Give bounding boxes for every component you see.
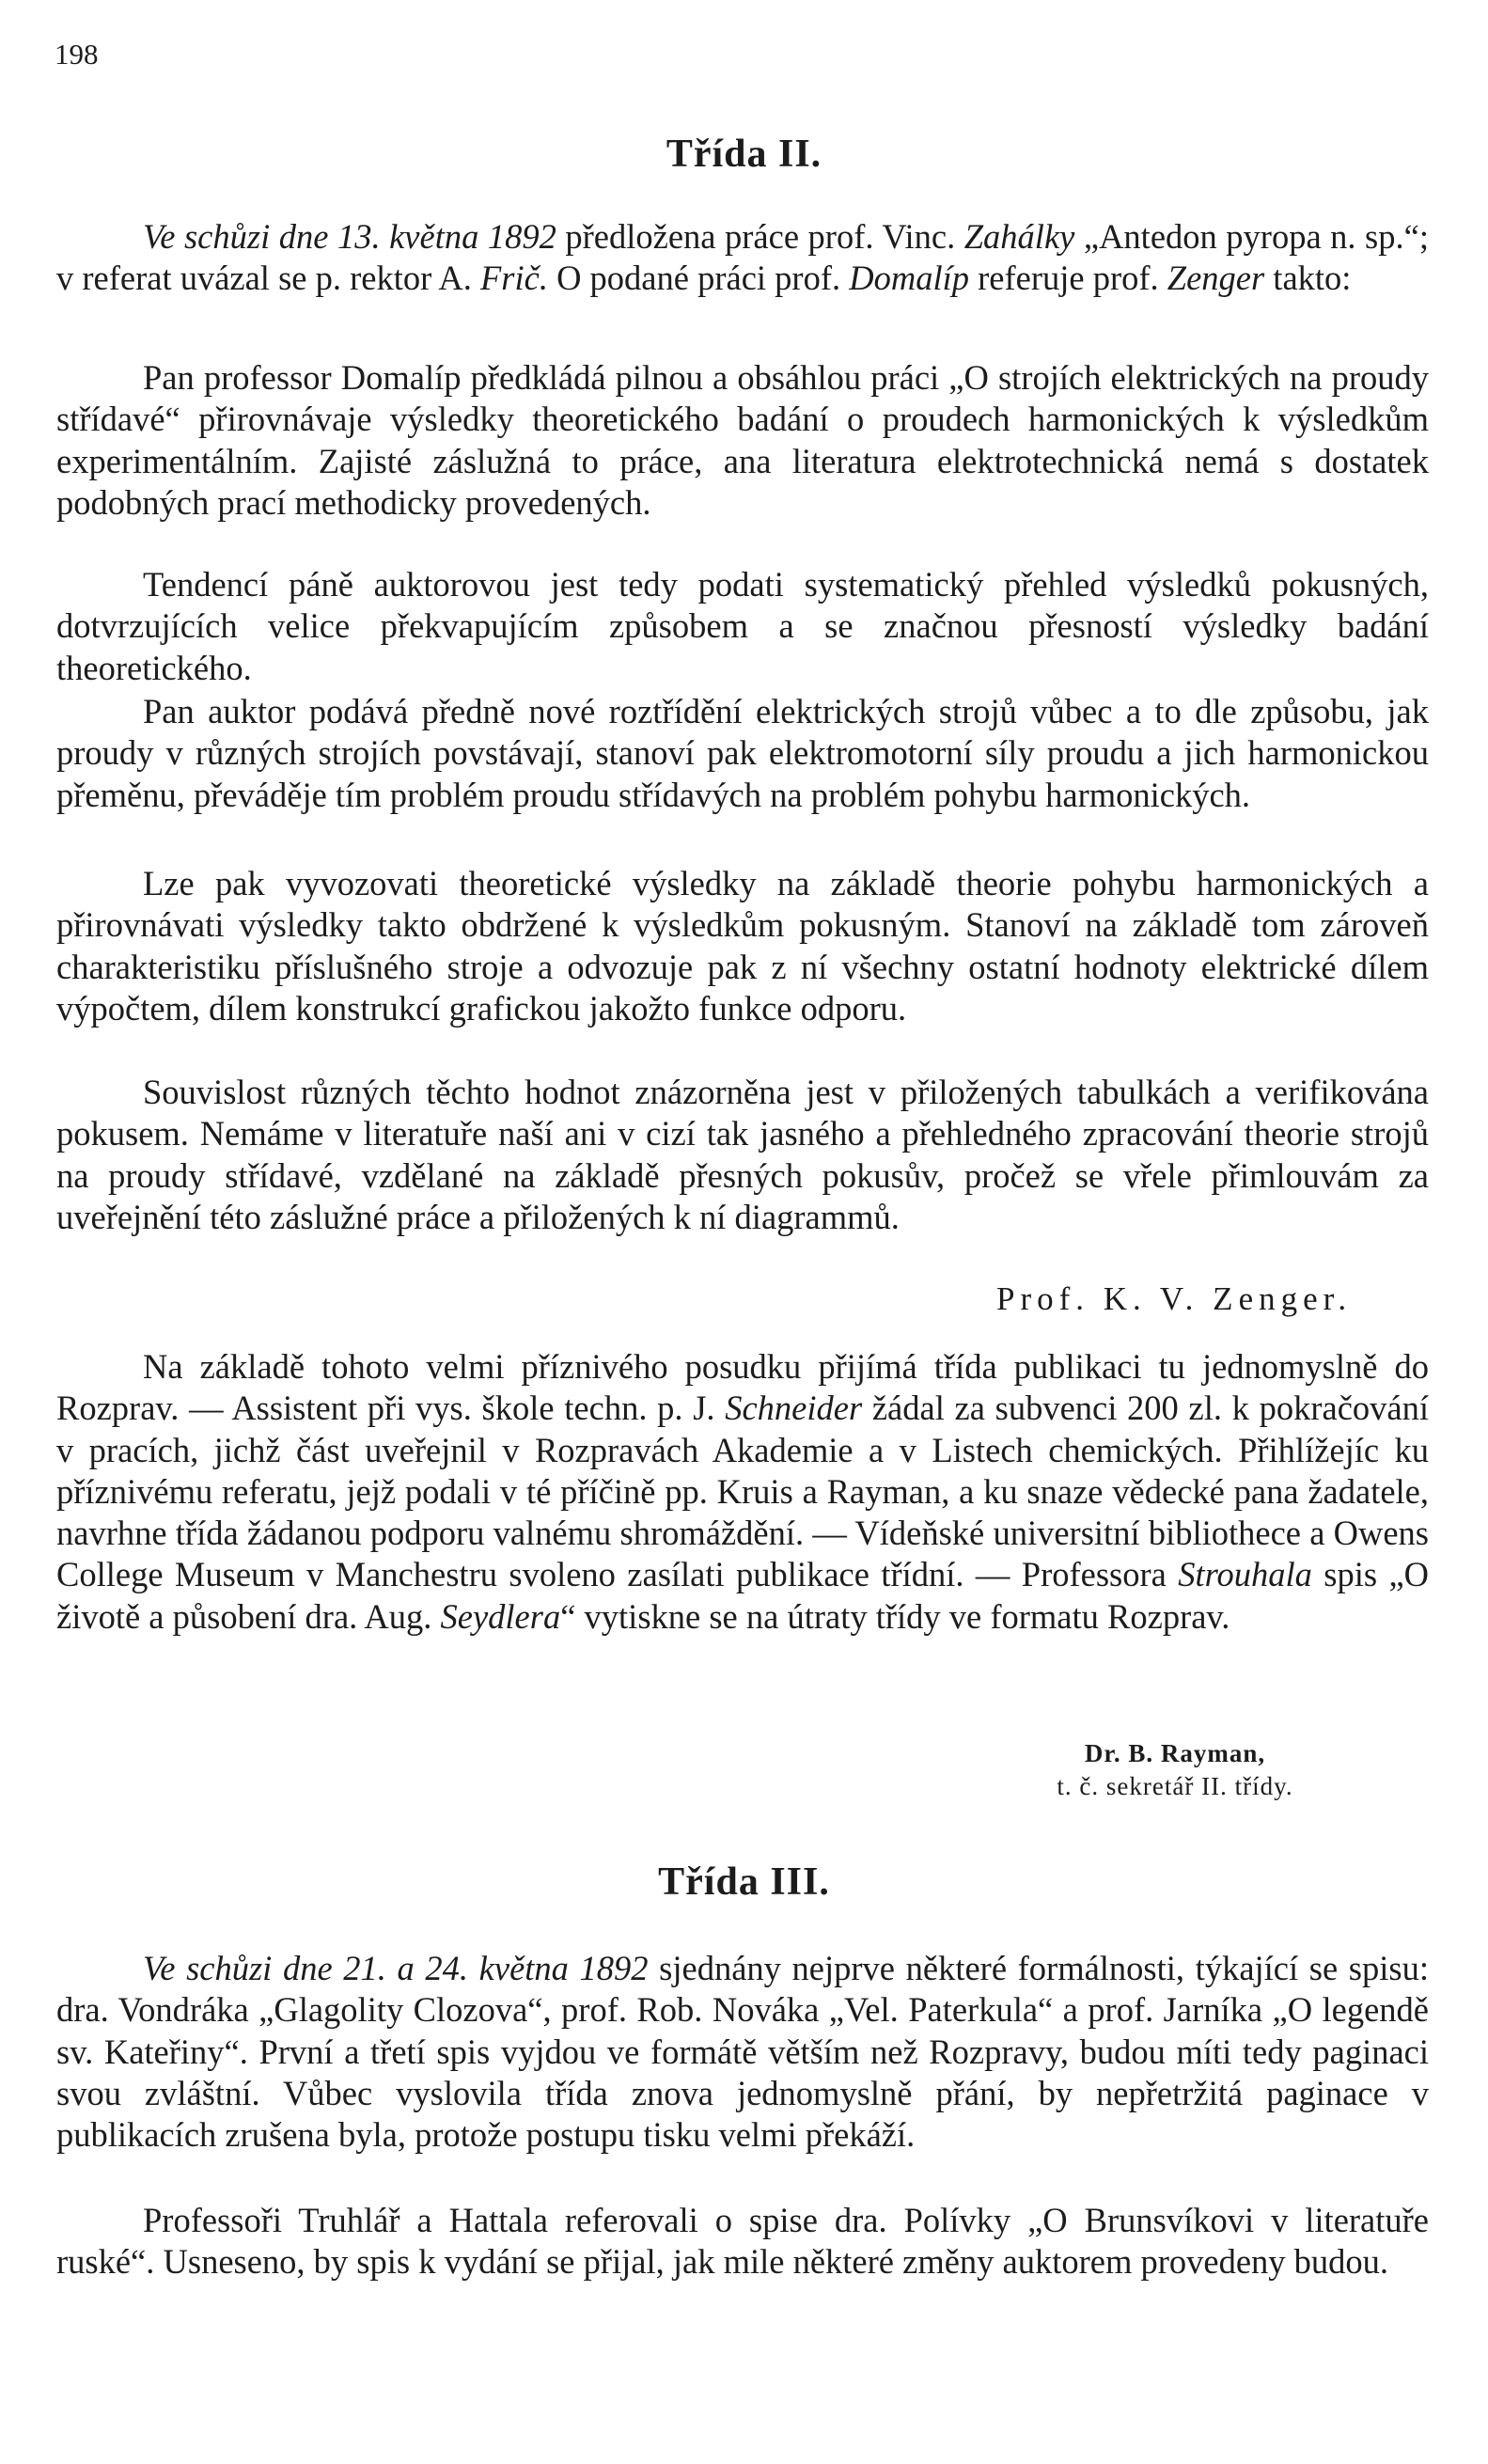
paragraph-report-1: Pan professor Domalíp předkládá pilnou a obsáhlou práci „O strojích elektrických na proudy střídavé“ přirovnávaje výsledky theoretického badání o proudech harmonických k výsledkům experimentálním. Zajisté záslužná to práce, ana literatura elektrotechnická nemá s dostatek podobných prací methodicky provedených. (56, 358, 1429, 522)
page-number: 198 (55, 38, 99, 71)
paragraph-class-3-meeting: Ve schůzi dne 21. a 24. května 1892 sjednány nejprve některé formálnosti, týkající se spisu: dra. Vondráka „Glagolity Clozova“, prof. Rob. Nováka „Vel. Paterkula“ a prof. Jarníka „O legendě sv. Kateřiny“. První a třetí spis vyjdou ve formátě větším než Rozpravy, budou míti tedy paginaci svou zvláštní. Vůbec vyslovila třída znova jednomyslně přání, by nepřetržitá paginace v publikacích zrušena byla, protože postupu tisku velmi překáží. (56, 1949, 1429, 2155)
paragraph-class-3-report: Professoři Truhlář a Hattala referovali o spise dra. Polívky „O Brunsvíkovi v literatuře ruské“. Usneseno, by spis k vydání se přijal, jak mile některé změny auktorem provedeny budou. (56, 2201, 1429, 2282)
section-heading-class-3: Třída III. (658, 1860, 830, 1904)
section-heading-class-2: Třída II. (666, 133, 822, 176)
meeting-date: Ve schůzi dne 13. května 1892 (143, 217, 556, 256)
signature-zenger: Prof. K. V. Zenger. (996, 1280, 1353, 1317)
signature-rayman-title: t. č. sekretář II. třídy. (1057, 1772, 1293, 1800)
paragraph-report-2: Tendencí páně auktorovou jest tedy podati systematický přehled výsledků pokusných, dotvrzujících velice překvapujícím způsobem a se značnou přesností výsledky badání theoretického. (56, 565, 1429, 687)
paragraph-report-5: Souvislost různých těchto hodnot znázorněna jest v přiložených tabulkách a verifikována pokusem. Nemáme v literatuře naší ani v cizí tak jasného a přehledného zpracování theorie strojů na proudy střídavé, vzdělané na základě přesných pokusův, pročež se vřele přimlouvám za uveřejnění této záslužné práce a přiložených k ní diagrammů. (56, 1073, 1429, 1236)
paragraph-report-3: Pan auktor podává předně nové roztřídění elektrických strojů vůbec a to dle způsobu, jak proudy v různých strojích povstávají, stanoví pak elektromotorní síly proudu a jich harmonickou přeměnu, převáděje tím problém proudu střídavých na problém pohybu harmonických. (56, 692, 1429, 814)
signature-rayman-name: Dr. B. Rayman, (1084, 1739, 1266, 1767)
paragraph-decisions: Na základě tohoto velmi příznivého posudku přijímá třída publikaci tu jednomyslně do Rozprav. — Assistent při vys. škole techn. p. J. Schneider žádal za subvenci 200 zl. k pokračování v pracích, jichž část uveřejnil v Rozpravách Akademie a v Listech chemických. Přihlížejíc ku příznivému referatu, jejž podali v té příčině pp. Kruis a Rayman, a ku snaze vědecké pana žadatele, navrhne třída žádanou podporu valnému shromáždění. — Vídeňské universitní bibliothece a Owens College Museum v Manchestru svoleno zasílati publikace třídní. — Professora Strouhala spis „O životě a působení dra. Aug. Seydlera“ vytiskne se na útraty třídy ve formatu Rozprav. (56, 1347, 1429, 1636)
paragraph-report-4: Lze pak vyvozovati theoretické výsledky na základě theorie pohybu harmonických a přirovnávati výsledky takto obdržené k výsledkům pokusným. Stanoví na základě tom zároveň charakteristiku příslušného stroje a odvozuje pak z ní všechny ostatní hodnoty elektrické dílem výpočtem, dílem konstrukcí grafickou jakožto funkce odporu. (56, 864, 1429, 1028)
paragraph-meeting-intro: Ve schůzi dne 13. května 1892 předložena práce prof. Vinc. Zahálky „Antedon pyropa n. sp.“; v referat uvázal se p. rektor A. Frič. O podané práci prof. Domalíp referuje prof. Zenger takto: (56, 217, 1429, 298)
meeting-date-class-3: Ve schůzi dne 21. a 24. května 1892 (143, 1949, 649, 1987)
